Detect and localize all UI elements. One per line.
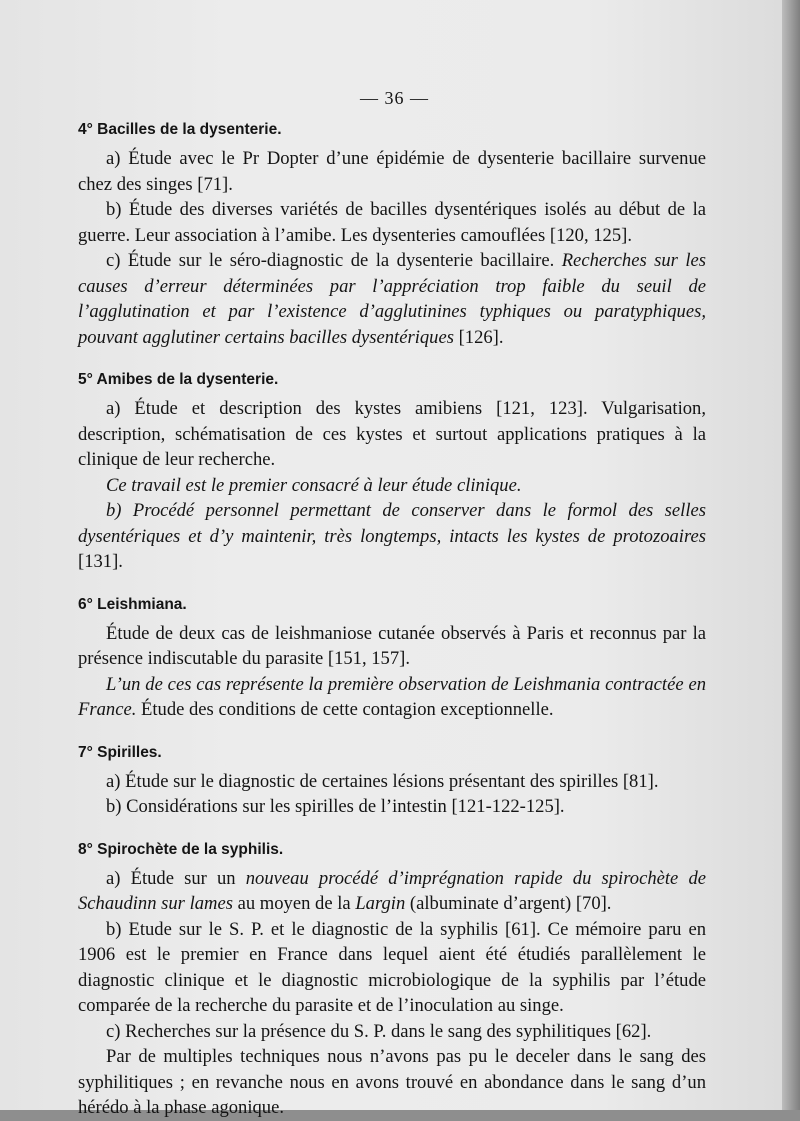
section-leishmiana — [78, 593, 706, 723]
paragraph-b: b) Étude des diverses variétés de bacilles dysentériques isolés au début de la guerre. Leur association à l’amibe. Les dysenteries camouflées [120, 125]. — [78, 199, 706, 246]
section-heading: 5° Amibes de la dysenterie. — [78, 371, 279, 388]
paragraph-b-italic: b) Procédé personnel permettant de conserver dans le formol des selles dysentériques et d’y maintenir, très longtemps, intacts les kystes de protozoaires — [78, 500, 706, 547]
paragraph-a — [78, 866, 706, 917]
page-edge-shadow — [782, 0, 800, 1110]
paragraph-b-reference: [131]. — [78, 551, 123, 572]
paragraph-note — [78, 473, 706, 499]
paragraph-c-reference: [126]. — [453, 326, 504, 348]
paragraph-a-text-2: au moyen de la — [232, 893, 356, 914]
section-heading: 7° Spirilles. — [78, 743, 162, 761]
paragraph-note-italic: Ce travail est le premier consacré à leur étude clinique. — [106, 474, 522, 496]
paragraph-b — [78, 498, 706, 575]
paragraph-a: a) Étude sur le diagnostic de certaines lésions présentant des spirilles [81]. — [106, 770, 659, 792]
paragraph-a-italic-2: Largin — [355, 893, 406, 914]
paragraph-2-italic: L’un de ces cas représente la première observation de Leishmania contractée en France. — [78, 673, 706, 720]
page-number: — 36 — — [360, 88, 429, 108]
section-heading: 8° Spirochète de la syphilis. — [78, 840, 284, 858]
paragraph-b: b) Considérations sur les spirilles de l’intestin [121-122-125]. — [106, 796, 565, 817]
section-heading: 4° Bacilles de la dysenterie. — [78, 121, 282, 138]
paragraph-a-text: a) Étude sur un — [106, 867, 246, 889]
section-spirochete-syphilis — [78, 838, 706, 1121]
paragraph-c — [78, 248, 706, 350]
paragraph-a: a) Étude avec le Pr Dopter d’une épidémie de dysenterie bacillaire survenue chez des singes [71]. — [78, 148, 706, 195]
paragraph-a-italic: nouveau procédé d’imprégnation rapide du spirochète de Schaudinn sur lames — [78, 867, 706, 914]
paragraph-c: c) Recherches sur la présence du S. P. dans le sang des syphilitiques [62]. — [106, 1020, 652, 1042]
paragraph-c-text: c) Étude sur le séro-diagnostic de la dysenterie bacillaire. — [106, 250, 562, 271]
paragraph-2 — [78, 672, 706, 723]
section-bacilles-dysenterie — [78, 118, 706, 350]
paragraph-a: a) Étude et description des kystes amibiens [121, 123]. Vulgarisation, description, schématisation de ces kystes et surtout applications pratiques à la clinique de leur recherche. — [78, 398, 706, 470]
paragraph-2-text: Étude des conditions de cette contagion exceptionnelle. — [136, 699, 554, 720]
paragraph-a-text-3: (albuminate d’argent) [70]. — [405, 893, 612, 914]
paragraph-1: Étude de deux cas de leishmaniose cutanée observés à Paris et reconnus par la présence indiscutable du parasite [151, 157]. — [78, 622, 706, 669]
section-spirilles — [78, 741, 706, 820]
section-amibes-dysenterie — [78, 368, 706, 575]
paragraph-d: Par de multiples techniques nous n’avons pas pu le deceler dans le sang des syphilitiques ; en revanche nous en avons trouvé en abondance dans le sang d’un hérédo à la phase agonique. — [78, 1046, 706, 1118]
page-body — [78, 118, 706, 1121]
paragraph-b: b) Etude sur le S. P. et le diagnostic de la syphilis [61]. Ce mémoire paru en 1906 est le premier en France dans lequel aient été étudiés parallèlement le diagnostic clinique et le diagnostic microbiologique de la syphilis par l’étude comparée de la recherche du parasite et de l’inoculation au singe. — [78, 918, 706, 1016]
section-heading: 6° Leishmiana. — [78, 595, 187, 613]
paragraph-c-italic: Recherches sur les causes d’erreur déterminées par l’appréciation trop faible du seuil de l’agglutination et par l’existence d’agglutinines typhiques ou paratyphiques, pouvant agglutiner certains bacilles dysentériques — [78, 250, 707, 348]
